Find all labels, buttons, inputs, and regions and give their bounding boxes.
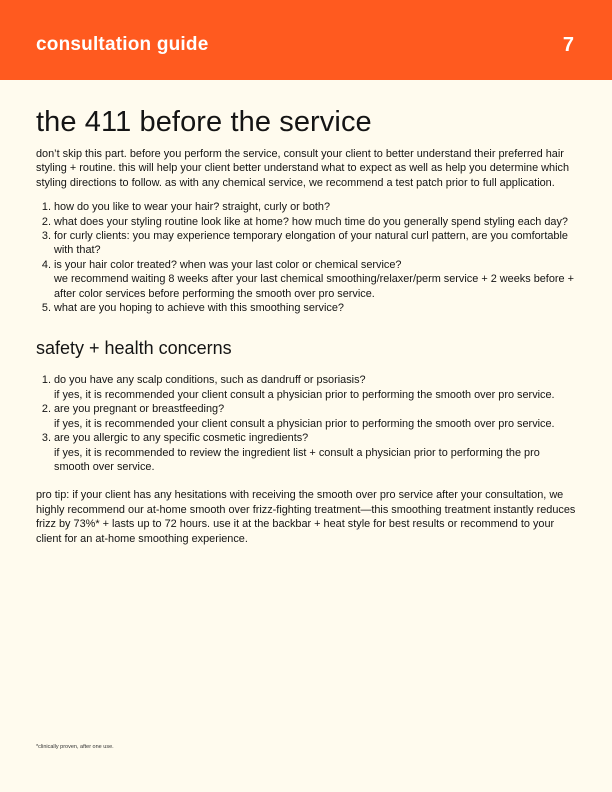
- intro-paragraph: don’t skip this part. before you perform the service, consult your client to better understand their preferred hair styling + routine. this will help your client better understand what to expect as well as help you determine which styling directions to follow. as with any chemical service, we recommend a test patch prior to full application.: [36, 148, 570, 189]
- safety-questions-list: [36, 373, 578, 474]
- list-item: [54, 258, 578, 301]
- section-title-safety: safety + health concerns: [36, 338, 232, 359]
- list-item: [54, 431, 578, 474]
- list-item: [54, 402, 578, 431]
- question-text: 1. do you have any scalp conditions, such as dandruff or psoriasis?: [54, 374, 366, 387]
- question-text: what are you hoping to achieve with this smoothing service?: [54, 302, 344, 315]
- list-item: [54, 200, 578, 214]
- question-note: if yes, it is recommended your client consult a physician prior to performing the smooth over pro service.: [54, 417, 555, 430]
- list-item: [54, 229, 578, 258]
- question-note: we recommend waiting 8 weeks after your last chemical smoothing/relaxer/perm service + 2 weeks before + after color services before performing the smooth over pro service.: [54, 273, 574, 300]
- question-text: 4. is your hair color treated? when was your last color or chemical service?: [54, 258, 402, 271]
- question-note: if yes, it is recommended your client consult a physician prior to performing the smooth over pro service.: [54, 388, 555, 401]
- question-text: how do you like to wear your hair? straight, curly or both?: [54, 201, 331, 214]
- pro-tip-paragraph: pro tip: if your client has any hesitations with receiving the smooth over pro service after your consultation, we highly recommend our at-home smooth over frizz-fighting treatment—this smoothing treatment instantly reduces frizz by 73%* + lasts up to 72 hours. use it at the backbar + heat style for best results or recommend to your client for an at-home smoothing experience.: [36, 489, 576, 545]
- page-title: the 411 before the service: [36, 106, 372, 138]
- question-note: if yes, it is recommended to review the ingredient list + consult a physician prior to performing the pro smooth over service.: [54, 446, 540, 473]
- list-item: [54, 301, 578, 315]
- header-bar: [0, 0, 612, 80]
- footnote: *clinically proven, after one use.: [36, 744, 114, 750]
- list-item: [54, 215, 578, 229]
- question-text: 3. are you allergic to any specific cosmetic ingredients?: [54, 432, 309, 445]
- question-text: what does your styling routine look like at home? how much time do you generally spend styling each day?: [54, 215, 568, 228]
- main-content: [36, 104, 578, 546]
- header-title: consultation guide: [36, 34, 209, 55]
- question-text: for curly clients: you may experience temporary elongation of your natural curl pattern, are you comfortable with that?: [54, 230, 568, 257]
- list-item: [54, 373, 578, 402]
- consultation-questions-list: [36, 200, 578, 315]
- question-text: 2. are you pregnant or breastfeeding?: [54, 403, 225, 416]
- page-number: 7: [562, 34, 574, 56]
